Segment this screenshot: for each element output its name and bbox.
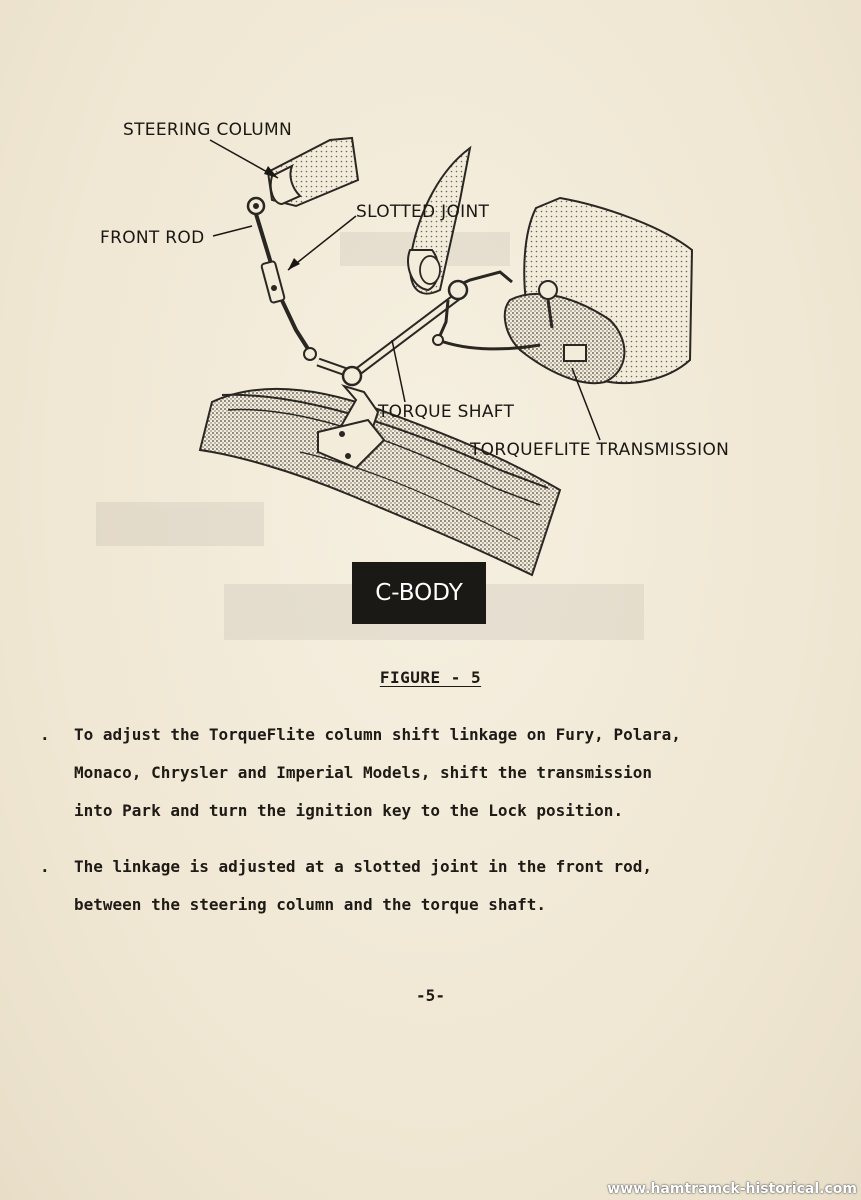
label-front-rod: FRONT ROD xyxy=(100,228,205,248)
body-type-badge: C-BODY xyxy=(352,562,486,624)
transmission-housing xyxy=(505,198,692,383)
figure-caption xyxy=(0,668,861,687)
watermark: www.hamtramck-historical.com xyxy=(607,1181,857,1197)
paragraph-1 xyxy=(40,716,800,830)
label-steering-column: STEERING COLUMN xyxy=(123,120,292,140)
front-rod xyxy=(248,198,316,360)
paragraph-text: To adjust the TorqueFlite column shift linkage on Fury, Polara, Monaco, Chrysler and Imperial Models, shift the transmission into Park and turn the ignition key to the Lock position. xyxy=(74,725,681,820)
label-slotted-joint: SLOTTED JOINT xyxy=(356,202,490,222)
figure-caption-text: FIGURE - 5 xyxy=(379,668,482,687)
steering-column xyxy=(268,138,358,206)
paragraph-text: The linkage is adjusted at a slotted joint in the front rod, between the steering column and the torque shaft. xyxy=(74,857,652,914)
bullet: . xyxy=(40,857,50,876)
bullet: . xyxy=(40,725,50,744)
paragraph-2 xyxy=(40,848,800,924)
page-number: -5- xyxy=(416,986,445,1005)
label-torque-shaft: TORQUE SHAFT xyxy=(378,402,515,422)
label-torqueflite-transmission: TORQUEFLITE TRANSMISSION xyxy=(470,440,730,460)
